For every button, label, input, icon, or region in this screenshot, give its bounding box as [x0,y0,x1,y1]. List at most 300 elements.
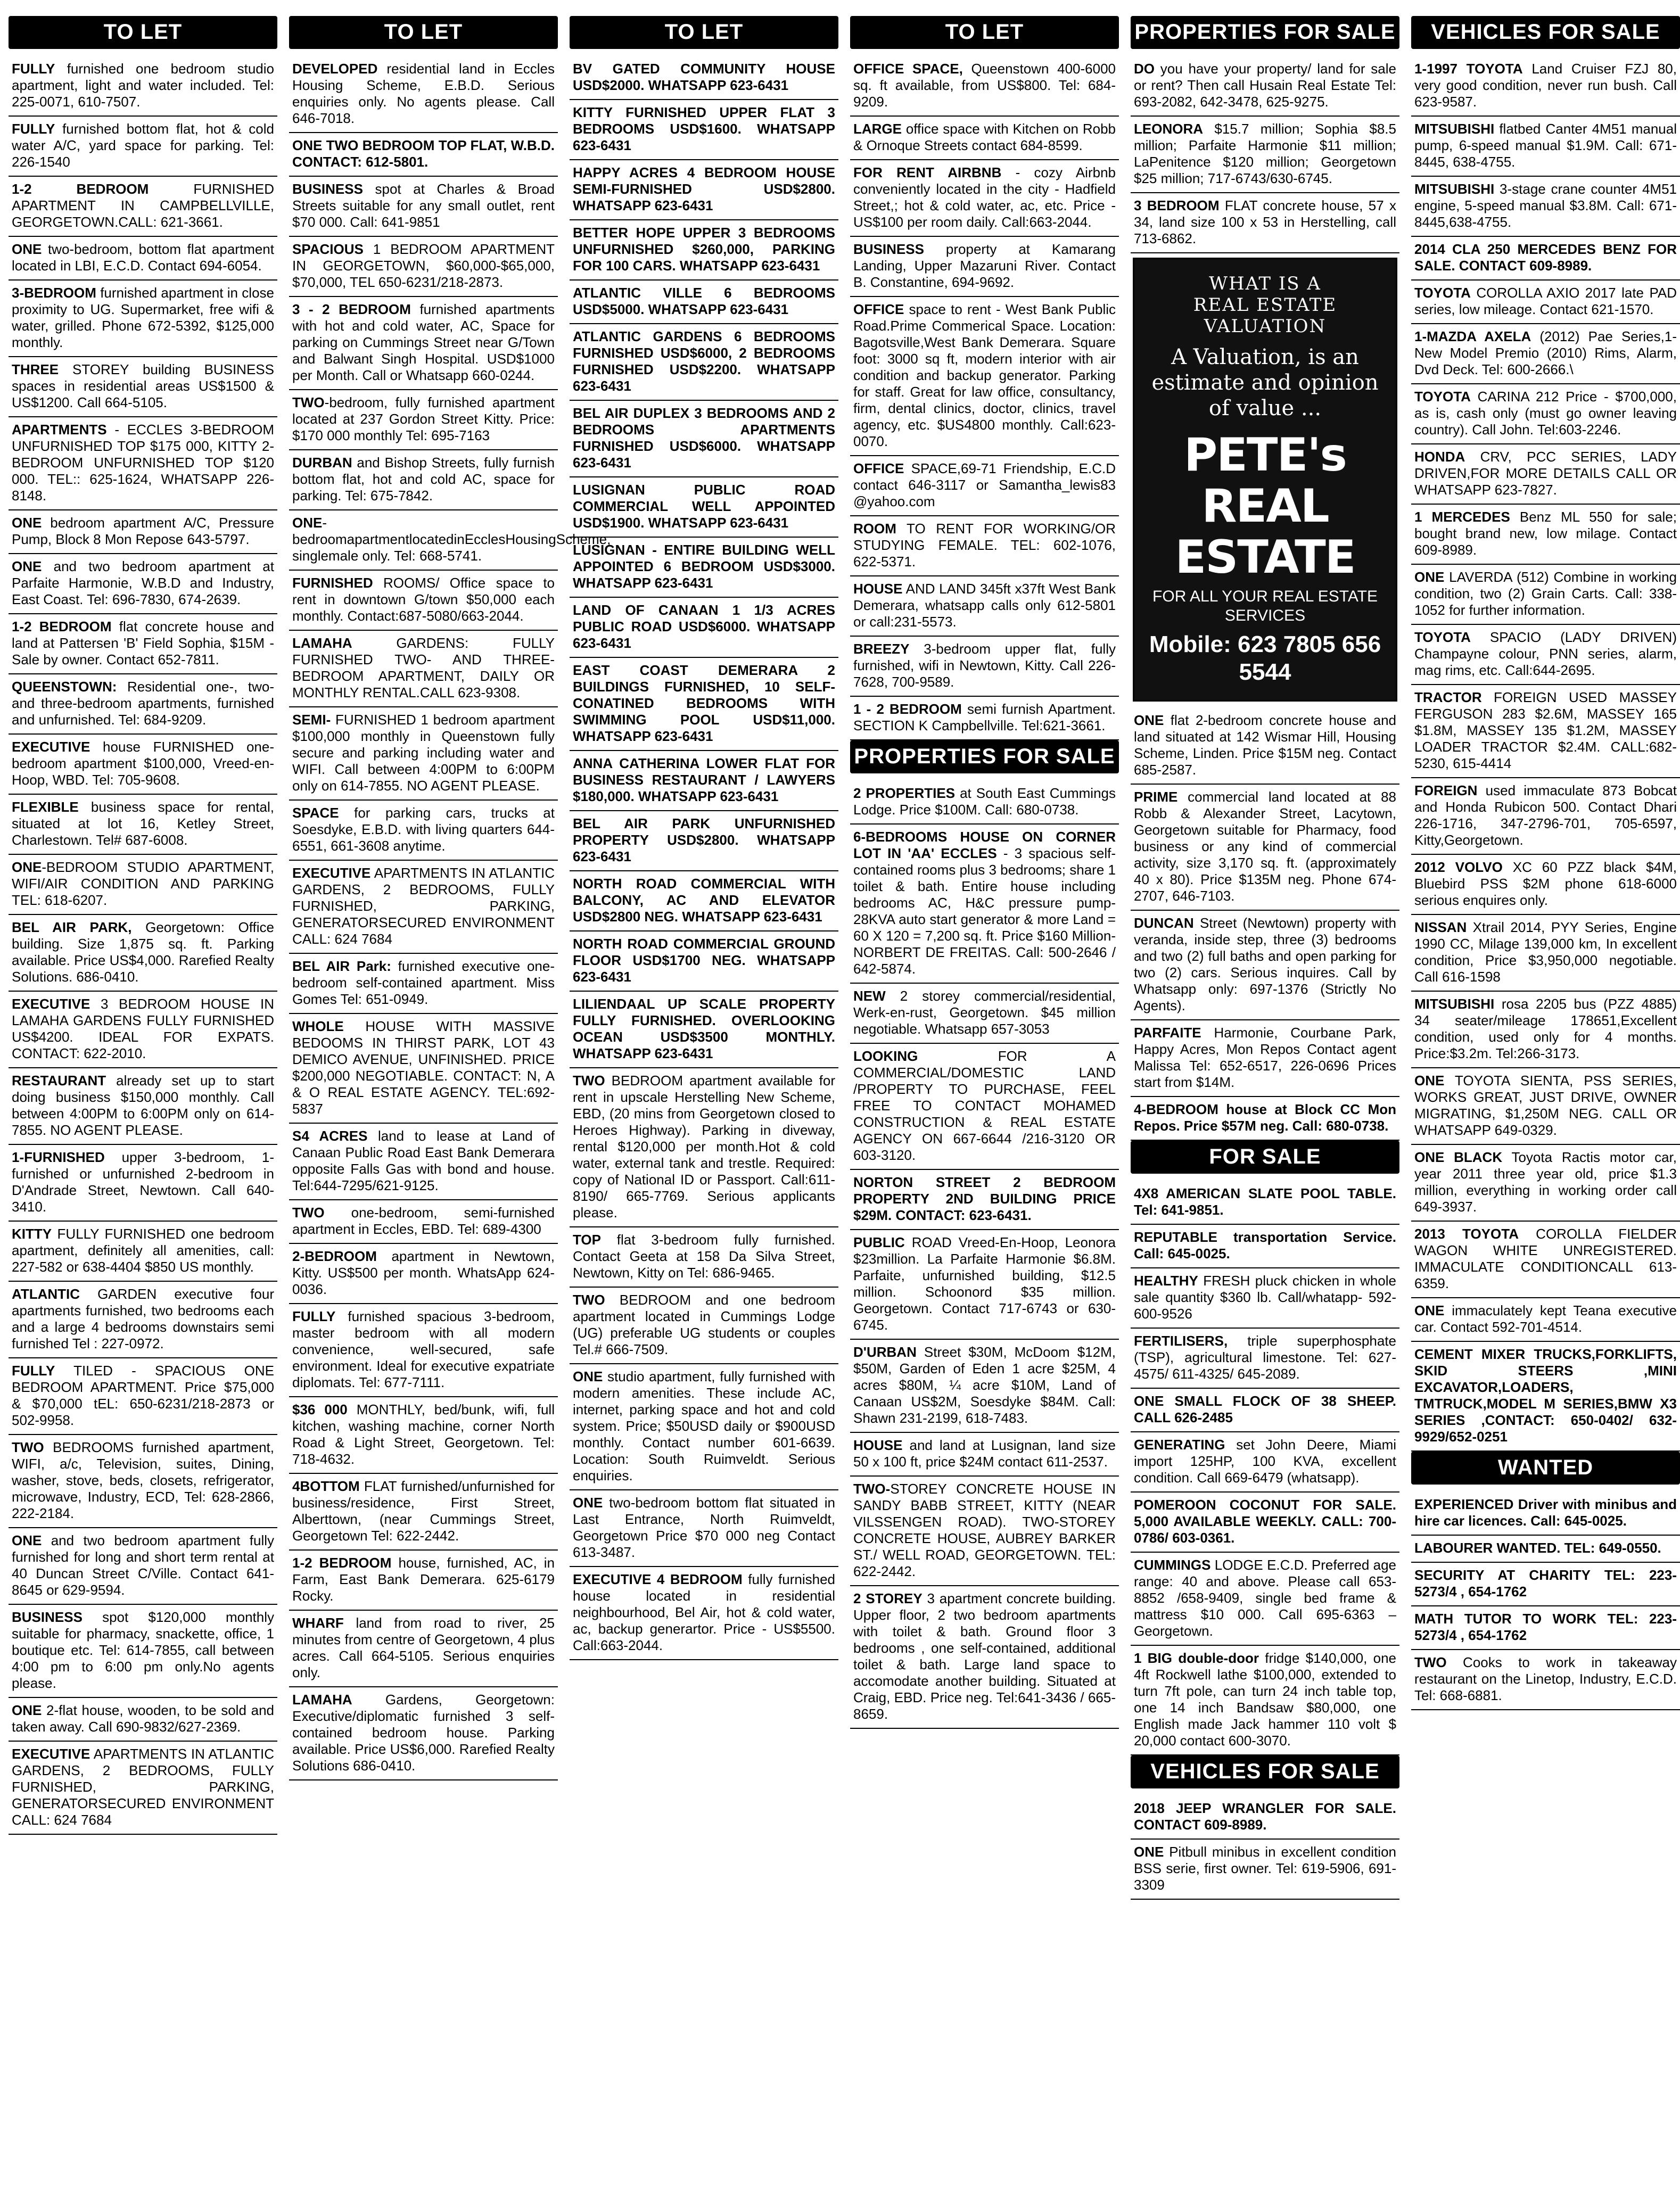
ad-lead: NISSAN [1414,919,1467,935]
classified-ad [1131,1329,1399,1389]
classified-ad [1131,1840,1399,1900]
ad-lead: PARFAITE [1134,1025,1201,1041]
ad-lead: ONE [1414,569,1445,585]
ad-lead: ONE [1414,1073,1445,1089]
classified-ad [9,1605,277,1698]
ad-text: FULLY FURNISHED one bedroom apartment, definitely all amenities, call: 227-582 or 638-4404 $850 US monthly. [12,1226,274,1275]
ad-lead: EXECUTIVE [12,1746,90,1762]
section-header: TO LET [9,16,277,49]
ad-text: BEDROOM apartment available for rent in upscale Herstelling New Scheme, EBD, (20 mins from Georgetown closed to Heroes Highway). Parking in diveway, rental $120,000 per month.Hot & cold water, external tank and trestle. Required: copy of National ID or Passport. Call:611-8190/ 665-7769. Serious applicants please. [573,1073,835,1221]
ad-lead: LILIENDAAL UP SCALE PROPERTY FULLY FURNISHED. OVERLOOKING OCEAN USD$3500 MONTHLY. WHATSAPP 623-6431 [573,996,835,1061]
ad-lead: NEW [853,988,886,1004]
ad-text: 3-bedroom upper flat, fully furnished, wifi in Newtown, Kitty. Call 226-7628, 700-9589. [853,641,1116,690]
classified-ad [570,1227,838,1288]
classified-ad [850,56,1119,117]
ad-lead: 4-BEDROOM house at Block CC Mon Repos. Price $57M neg. Call: 680-0738. [1134,1101,1396,1134]
ad-text: flatbed Canter 4M51 manual pump, 6-speed manual $1.9M. Call: 671-8445, 638-4755. [1414,121,1677,170]
banner-logo-text: PETE's REAL ESTATE [1175,428,1355,584]
ad-lead: KITTY [12,1226,52,1242]
classified-ad [289,801,558,861]
section-header: VEHICLES FOR SALE [1131,1755,1399,1788]
ad-text: house FURNISHED one-bedroom apartment $100,000, Vreed-en-Hoop, WBD. Tel: 705-9608. [12,739,274,788]
ad-text: land from road to river, 25 minutes from centre of Georgetown, 4 plus acres. Call 664-5105. Serious enquiries only. [292,1615,555,1680]
classified-ad [850,1170,1119,1230]
ad-lead: DUNCAN [1134,915,1194,931]
ad-text: flat concrete house and land at Pattersen 'B' Field Sophia, $15M - Sale by owner. Contact 652-7811. [12,619,274,667]
classified-ad [850,1433,1119,1477]
ad-lead: ONE [573,1495,603,1511]
classified-ad [9,1435,277,1528]
ad-text: FURNISHED 1 bedroom apartment $100,000 monthly in Queenstown fully secure and parking including water and WIFI. Call between 4:00PM to 6:00PM only on 614-7855. NO AGENT PLEASE. [292,712,555,794]
ad-text: rosa 2205 bus (PZZ 4885) 34 seater/mileage 178651,Excellent condition, used only for 4 months. Price:$3.2m. Tel:266-3173. [1414,996,1677,1061]
classified-ad [289,1551,558,1611]
classified-ad [1131,1097,1399,1141]
classified-ad [9,855,277,915]
ad-lead: 1-2 BEDROOM [12,619,112,634]
classified-ad [9,735,277,795]
ad-lead: ONE [12,1532,42,1548]
classified-ad [570,931,838,992]
ad-lead: LAND OF CANAAN 1 1/3 ACRES PUBLIC ROAD USD$6000. WHATSAPP 623-6431 [573,602,835,651]
classified-ad [9,674,277,735]
classified-ad [850,984,1119,1044]
ad-lead: ONE [573,1368,603,1384]
ad-lead: OFFICE SPACE, [853,61,963,77]
classified-ad [1131,911,1399,1020]
classified-ad [570,751,838,811]
ad-text: GARDENS: FULLY FURNISHED TWO- AND THREE-BEDROOM APARTMENT, DAILY OR MONTHLY RENTAL.CALL 623-9308. [292,635,555,700]
ad-lead: 2013 TOYOTA [1414,1226,1519,1242]
classified-ad [1411,1298,1680,1342]
ad-text: set John Deere, Miami import 125HP, 100 KVA, excellent condition. Call 669-6479 (whatsapp). [1134,1437,1396,1486]
classified-columns [9,16,1677,2193]
ad-lead: ONE [12,1702,42,1718]
ad-text: LODGE E.C.D. Preferred age range: 40 and above. Please call 653-8852 /658-9409, single bed frame & mattress $10 000. Call 695-6363 – Georgetown. [1134,1557,1396,1639]
classified-ad [1411,281,1680,324]
classified-ad [850,516,1119,576]
classified-ad [9,795,277,855]
classified-ad [570,992,838,1068]
ad-text: TOYOTA SIENTA, PSS SERIES, WORKS GREAT, JUST DRIVE, OWNER MIGRATING, $1,250M NEG. CALL OR WHATSAPP 649-0329. [1414,1073,1677,1138]
classified-ad [289,133,558,177]
ad-text: FLAT concrete house, 57 x 34, land size 100 x 53 in Herstelling, call 713-6862. [1134,197,1396,246]
ad-lead: MITSUBISHI [1414,996,1495,1012]
ad-text: - cozy Airbnb conveniently located in the city - Hadfield Street,; hot & cold water, ac, etc. Price - US$100 per room daily. Call:663-2044. [853,164,1116,230]
ad-lead: QUEENSTOWN: [12,679,117,695]
ad-lead: HOUSE [853,1437,903,1453]
ad-lead: FLEXIBLE [12,799,79,815]
classified-ad [1411,992,1680,1068]
ad-lead: TWO [573,1292,605,1308]
ad-lead: EXECUTIVE [12,996,90,1012]
classified-ad [570,56,838,100]
ad-text: studio apartment, fully furnished with modern amenities. These include AC, internet, parking space and hot and cold system. Price; $50USD daily or $900USD monthly. Contact number 601-6639. Location: South Ruimveldt. Serious enquiries. [573,1368,835,1483]
section-header: TO LET [289,16,558,49]
ad-lead: 6-BEDROOMS HOUSE ON CORNER LOT IN 'AA' ECCLES [853,829,1116,861]
classified-ad [1131,117,1399,193]
ad-text: and two bedroom apartment at Parfaite Harmonie, W.B.D and Industry, East Coast. Tel: 696-7830, 674-2639. [12,558,274,607]
classified-ad [1131,1553,1399,1646]
ad-text: Street $30M, McDoom $12M, $50M, Garden of Eden 1 acre $25M, 4 acres $80M, ¼ acre $10M, Land of Canaan US$2M, Soesdyke $84M. Call: Shawn 231-2199, 618-7483. [853,1344,1116,1426]
ad-lead: TWO [12,1439,44,1455]
ad-lead: HONDA [1414,449,1465,465]
classified-ad [850,1044,1119,1170]
ad-lead: 1 MERCEDES [1414,509,1510,525]
ad-lead: TWO [292,1205,325,1221]
classified-ad [289,631,558,707]
classified-ad [850,1340,1119,1433]
classified-ad [570,1490,838,1567]
ad-lead: 2-BEDROOM [292,1248,377,1264]
ad-lead: 1 BIG double-door [1134,1650,1259,1666]
ad-lead: 1 - 2 BEDROOM [853,701,962,717]
ad-text: land to lease at Land of Canaan Public Road East Bank Demerara opposite Falls Gas with bond and house. Tel:644-7295/621-9125. [292,1128,555,1193]
classified-ad [1131,56,1399,117]
ad-text: -bedroom, fully furnished apartment located at 237 Gordon Street Kitty. Price: $170 000 monthly Tel: 695-7163 [292,394,555,443]
ad-lead: BETTER HOPE UPPER 3 BEDROOMS UNFURNISHED $260,000, PARKING FOR 100 CARS. WHATSAPP 623-6431 [573,225,835,274]
ad-lead: D'URBAN [853,1344,917,1360]
ad-lead: ONE [12,859,42,875]
classified-ad [570,477,838,538]
ad-lead: ONE TWO BEDROOM TOP FLAT, W.B.D. CONTACT: 612-5801. [292,137,555,170]
classified-ad [1131,1268,1399,1329]
ad-lead: CEMENT MIXER TRUCKS,FORKLIFTS, SKID STEERS ,MINI EXCAVATOR,LOADERS, TMTRUCK,MODEL M SERIES,BMW X3 SERIES ,CONTACT: 650-0402/ 632-9929/652-0251 [1414,1346,1677,1445]
ad-text: TO RENT FOR WORKING/OR STUDYING FEMALE. TEL: 602-1076, 622-5371. [853,521,1116,570]
ad-lead: ONE [1414,1302,1445,1318]
ad-text: and two bedroom apartment fully furnished for long and short term rental at 40 Duncan Street C/Ville. Contact 641-8645 or 629-9594. [12,1532,274,1598]
ad-lead: ANNA CATHERINA LOWER FLAT FOR BUSINESS RESTAURANT / LAWYERS $180,000. WHATSAPP 623-6431 [573,755,835,804]
ad-text: you have your property/ land for sale or rent? Then call Husain Real Estate Tel: 693-2082, 642-3478, 625-9275. [1134,61,1396,110]
ad-lead: LUSIGNAN - ENTIRE BUILDING WELL APPOINTED 6 BEDROOM USD$3000. WHATSAPP 623-6431 [573,542,835,591]
ad-text: FOREIGN USED MASSEY FERGUSON 283 $2.6M, MASSEY 165 $1.8M, MASSEY 135 $1.2M, MASSEY LOADER TRACTOR $2.4M. CALL:682-5230, 615-4414 [1414,689,1677,771]
classified-ad [570,811,838,871]
classified-ad [1131,1432,1399,1493]
ad-text: MONTHLY, bed/bunk, wifi, full kitchen, washing machine, corner North Road & Light Street, Georgetown. Tel: 718-4632. [292,1401,555,1467]
classified-ad [1411,565,1680,625]
ad-text: bedroom apartment A/C, Pressure Pump, Block 8 Mon Repose 643-5797. [12,515,274,547]
classified-ad [570,220,838,281]
classified-ad [9,1358,277,1435]
ad-text: 2 storey commercial/residential, Werk-en-rust, Georgetown. $45 million negotiable. Whatsapp 657-3053 [853,988,1116,1037]
column-2 [289,16,611,2193]
ad-lead: NORTH ROAD COMMERCIAL GROUND FLOOR USD$1700 NEG. WHATSAPP 623-6431 [573,936,835,985]
ad-text: furnished spacious 3-bedroom, master bedroom with all modern convenience, well-secured, safe environment. Ideal for executive expatriate diplomats. Tel: 677-7111. [292,1308,555,1390]
ad-text: SPACE,69-71 Friendship, E.C.D contact 646-3117 or Samantha_lewis83 @yahoo.com [853,460,1116,509]
ad-text: spot at Charles & Broad Streets suitable for any small outlet, rent $70 000. Call: 641-9851 [292,181,555,230]
ad-text: 3-stage crane counter 4M51 engine, 5-speed manual $3.8M. Call: 671-8445,638-4755. [1414,181,1677,230]
ad-lead: 4X8 AMERICAN SLATE POOL TABLE. Tel: 641-9851. [1134,1185,1396,1218]
ad-lead: DO [1134,61,1155,77]
ad-text: office space with Kitchen on Robb & Ornoque Streets contact 684-8599. [853,121,1116,153]
ad-text: two-bedroom, bottom flat apartment located in LBI, E.C.D. Contact 694-6054. [12,241,274,274]
classified-ad [1411,177,1680,237]
ad-text: Land Cruiser FZJ 80, very good condition, never run bush. Call 623-9587. [1414,61,1677,110]
ad-lead: KITTY FURNISHED UPPER FLAT 3 BEDROOMS USD$1600. WHATSAPP 623-6431 [573,104,835,153]
ad-text: one-bedroom, semi-furnished apartment in Eccles, EBD. Tel: 689-4300 [292,1205,555,1237]
classified-ad [9,177,277,237]
section-header: VEHICLES FOR SALE [1411,16,1680,49]
ad-text: flat 3-bedroom fully furnished. Contact Geeta at 158 Da Silva Street, Newtown, Kitty on Tel: 686-9465. [573,1232,835,1281]
ad-text: ROOMS/ Office space to rent in downtown G/town $50,000 each monthly. Contact:687-5080/663-2044. [292,575,555,624]
ad-text: upper 3-bedroom, 1-furnished or unfurnished 2-bedroom in D'Andrade Street, Newtown. Call 640-3410. [12,1149,274,1215]
ad-lead: TOYOTA [1414,389,1471,405]
classified-ad [1411,384,1680,444]
ad-lead: FOREIGN [1414,782,1478,798]
ad-text: 2-flat house, wooden, to be sold and taken away. Call 690-9832/627-2369. [12,1702,274,1735]
real-estate-banner-ad [1133,258,1397,702]
classified-ad [9,1282,277,1358]
ad-lead: BUSINESS [12,1609,83,1625]
ad-lead: HEALTHY [1134,1273,1198,1289]
ad-lead: ONE BLACK [1414,1149,1503,1165]
ad-text: COROLLA AXIO 2017 late PAD series, low mileage. Contact 621-1570. [1414,285,1677,317]
ad-text: house, furnished, AC, in Farm, East Bank Demerara. 625-6179 Rocky. [292,1555,555,1604]
classified-ad [570,658,838,751]
ad-text: SPACIO (LADY DRIVEN) Champayne colour, PNN series, alarm, mag rims, etc. Call:644-2695. [1414,629,1677,678]
ad-lead: GENERATING [1134,1437,1225,1453]
classified-ad [289,571,558,631]
ad-lead: WHOLE [292,1018,344,1034]
classified-ad [1131,193,1399,253]
classified-ad [289,1611,558,1687]
ad-lead: PRIME [1134,789,1178,805]
ad-text: 3 BEDROOM HOUSE IN LAMAHA GARDENS FULLY FURNISHED US$4200. IDEAL FOR EXPATS. CONTACT: 622-2010. [12,996,274,1061]
classified-ad [289,177,558,237]
ad-lead: 2 PROPERTIES [853,785,956,801]
classified-ad [570,538,838,598]
ad-text: Cooks to work in takeaway restaurant on the Linetop, Industry, E.C.D. Tel: 668-6881. [1414,1654,1677,1703]
classified-ad [570,324,838,401]
ad-text: HOUSE WITH MASSIVE BEDOOMS IN THIRST PARK, LOT 43 DEMICO AVENUE, UNFINISHED. PRICE $200,000 NEGOTIABLE. CONTACT: N, A & O REAL ESTATE AGENCY. TEL:692-5837 [292,1018,555,1117]
classified-ad [289,297,558,390]
ad-text: and Bishop Streets, fully furnish bottom flat, hot and cold AC, space for parking. Tel: 675-7842. [292,455,555,504]
classified-ad [850,697,1119,740]
classified-ad [1131,708,1399,785]
banner-question-line: WHAT IS A [1209,273,1321,294]
classified-ad [850,825,1119,984]
ad-lead: THREE [12,361,59,377]
section-header: WANTED [1411,1452,1680,1485]
ad-text: ROAD Vreed-En-Hoop, Leonora $23million. La Parfaite Harmonie $6.8M. Parfaite, unfurnished building, $12.5 million. Schoonord $35 million. Georgetown. Contact 717-6743 or 630-6745. [853,1234,1116,1333]
ad-text: Toyota Ractis motor car, year 2011 three year old, price $1.3 million, everything in working order call 649-3937. [1414,1149,1677,1215]
ad-text: GARDEN executive four apartments furnished, two bedrooms each and a large 4 bedrooms downstairs semi furnished Tel : 227-0972. [12,1286,274,1351]
ad-text: Harmonie, Courbane Park, Happy Acres, Mon Repos Contact agent Malissa Tel: 652-6517, 226-0696 Prices start from $14M. [1134,1025,1396,1090]
ad-text: (2012) Pae Series,1- New Model Premio (2010) Rims, Alarm, Dvd Deck. Tel: 600-2666.\ [1414,328,1677,377]
ad-lead: TWO [573,1073,605,1089]
ad-lead: BEL AIR Park: [292,958,391,974]
ad-lead: BEL AIR PARK, [12,919,132,935]
ad-lead: TWO- [853,1481,891,1497]
ad-lead: SECURITY AT CHARITY TEL: 223-5273/4 , 654-1762 [1414,1567,1677,1600]
classified-ad [850,456,1119,516]
classified-ad [9,554,277,614]
ad-text: used immaculate 873 Bobcat and Honda Rubicon 500. Contact Dhari 226-1716, 347-2796-701, 705-6597, Kitty,Georgetown. [1414,782,1677,848]
classified-ad [289,1304,558,1397]
ad-lead: REPUTABLE transportation Service. Call: 645-0025. [1134,1229,1396,1262]
ad-text: TILED - SPACIOUS ONE BEDROOM APARTMENT. Price $75,000 & $70,000 tEL: 650-6231/218-2873 or 502-9958. [12,1363,274,1428]
classified-ad [1131,1225,1399,1268]
classified-ad [1411,1492,1680,1536]
ad-lead: $36 000 [292,1401,348,1417]
column-6 [1411,16,1680,2193]
classified-ad [9,1068,277,1145]
classified-ad [1411,324,1680,384]
classified-ad [850,781,1119,825]
classified-ad [570,401,838,477]
ad-text: - 3 spacious self-contained rooms plus 3 bedrooms; share 1 toilet & bath. Entire house including bedrooms AC, H&C pressure pump-28KVA auto start generator & more Land = 60 X 120 = 7,200 sq. ft. Price $160 Million- NORBERT DE FREITAS. Call: 500-2646 / 642-5874. [853,845,1116,977]
classified-ad [1411,1145,1680,1222]
ad-lead: TWO [292,394,325,410]
ad-lead: HOUSE [853,581,903,597]
ad-lead: 1-FURNISHED [12,1149,105,1165]
classified-ad [1131,1389,1399,1432]
classified-ad [289,954,558,1014]
classified-ad [570,598,838,658]
classified-ad [1411,237,1680,281]
ad-lead: 2014 CLA 250 MERCEDES BENZ FOR SALE. CONTACT 609-8989. [1414,241,1677,274]
ad-lead: BEL AIR PARK UNFURNISHED PROPERTY USD$2800. WHATSAPP 623-6431 [573,815,835,864]
classified-ad [850,576,1119,637]
classified-ad [1411,1342,1680,1452]
ad-text: semi furnish Apartment. SECTION K Campbellville. Tel:621-3661. [853,701,1116,733]
ad-text: Pitbull minibus in excellent condition BSS serie, first owner. Tel: 619-5906, 691-3309 [1134,1844,1396,1893]
classified-ad [289,390,558,450]
ad-text: COROLLA FIELDER WAGON WHITE UNREGISTERED. IMMACULATE CONDITIONCALL 613-6359. [1414,1226,1677,1291]
ad-text: FOR A COMMERCIAL/DOMESTIC LAND /PROPERTY TO PURCHASE, FEEL FREE TO CONTACT MOHAMED CONSTRUCTION & REAL ESTATE AGENCY ON 667-6644 /216-3120 OR 603-3120. [853,1048,1116,1163]
ad-lead: LEONORA [1134,121,1203,137]
classified-ad [9,56,277,117]
classified-ad [289,56,558,133]
classified-ad [9,281,277,357]
ad-lead: FULLY [12,61,55,77]
classified-ad [9,237,277,281]
ad-lead: MITSUBISHI [1414,181,1495,197]
ad-lead: 3 BEDROOM [1134,197,1220,213]
ad-lead: SPACIOUS [292,241,364,257]
ad-lead: LARGE [853,121,902,137]
ad-lead: RESTAURANT [12,1073,106,1089]
ad-text: apartment in Newtown, Kitty. US$500 per month. WhatsApp 624-0036. [292,1248,555,1297]
ad-text: -bedroomapartmentlocatedinEcclesHousingScheme, singlemale only. Tel: 668-5741. [292,515,611,564]
ad-lead: FERTILISERS, [1134,1333,1228,1349]
classified-ad [289,861,558,954]
classified-ad [850,1230,1119,1340]
ad-lead: PUBLIC [853,1234,905,1250]
ad-text: STOREY CONCRETE HOUSE IN SANDY BABB STREET, KITTY (NEAR VILSSENGEN ROAD). TWO-STOREY CONCRETE HOUSE, AUBREY BARKER ST./ WELL ROAD, GEORGETOWN. TEL: 622-2442. [853,1481,1116,1579]
section-header: TO LET [570,16,838,49]
ad-lead: S4 ACRES [292,1128,368,1144]
classified-ad [9,510,277,554]
ad-lead: LOOKING [853,1048,918,1064]
ad-text: -BEDROOM STUDIO APARTMENT, WIFI/AIR CONDITION AND PARKING TEL: 618-6207. [12,859,274,908]
ad-text: commercial land located at 88 Robb & Alexander Street, Lacytown, Georgetown suitable for Pharmacy, food business or any kind of commercial activity, size 3,170 sq. ft. (approximately 40 x 80). Price $135M neg. Phone 674-2707, 646-7103. [1134,789,1396,904]
ad-lead: POMEROON COCONUT FOR SALE. 5,000 AVAILABLE WEEKLY. CALL: 700-0786/ 603-0361. [1134,1497,1396,1546]
ad-lead: DURBAN [292,455,352,471]
ad-lead: 4BOTTOM [292,1478,360,1494]
ad-lead: BUSINESS [292,181,363,197]
classified-ad [1411,778,1680,855]
section-header: FOR SALE [1131,1141,1399,1174]
banner-question-line: VALUATION [1204,316,1327,337]
classified-ad [1411,625,1680,685]
classified-ad [1131,1796,1399,1840]
classified-ad [1411,1563,1680,1606]
ad-lead: NORTH ROAD COMMERCIAL WITH BALCONY, AC AND ELEVATOR USD$2800 NEG. WHATSAPP 623-6431 [573,876,835,925]
column-1 [9,16,277,2193]
ad-lead: ONE SMALL FLOCK OF 38 SHEEP. CALL 626-2485 [1134,1393,1396,1425]
ad-lead: EXECUTIVE [292,865,371,881]
classified-ad [570,1288,838,1364]
ad-text: CRV, PCC SERIES, LADY DRIVEN,FOR MORE DETAILS CALL OR WHATSAPP 623-7827. [1414,449,1677,498]
ad-text: - ECCLES 3-BEDROOM UNFURNISHED TOP $175 000, KITTY 2-BEDROOM UNFURNISHED TOP $120 000. TEL:: 625-1624, WHATSAPP 226-8148. [12,422,274,504]
ad-lead: ATLANTIC VILLE 6 BEDROOMS USD$5000. WHATSAPP 623-6431 [573,285,835,317]
classified-ad [289,1124,558,1200]
classified-ad [1131,1020,1399,1097]
classified-ad [850,237,1119,297]
ad-text: spot $120,000 monthly suitable for pharmacy, snackette, office, 1 boutique etc. Tel: 614-7855, call between 4:00 pm to 6:00 pm only.No agents please. [12,1609,274,1691]
classified-ad [1411,117,1680,177]
ad-text: BEDROOM and one bedroom apartment located in Cummings Lodge (UG) preferable UG students or couples Tel.# 666-7509. [573,1292,835,1357]
ad-lead: ONE [292,515,323,531]
column-4 [850,16,1119,2193]
classified-ad [570,1364,838,1490]
classified-ad [850,297,1119,456]
classified-ad [570,281,838,324]
classified-ad [570,1068,838,1227]
ad-text: fully furnished house located in residential neighbourhood, Bel Air, hot & cold water, ac, backup generartor. Price - US$5500. Call:663-2044. [573,1571,835,1653]
ad-text: Xtrail 2014, PYY Series, Engine 1990 CC, Milage 139,000 km, In excellent condition, Price $3,950,000 negotiable. Call 616-1598 [1414,919,1677,985]
ad-text: for parking cars, trucks at Soesdyke, E.B.D. with living quarters 644-6551, 661-3608 anytime. [292,805,555,854]
classified-ad [850,117,1119,160]
ad-lead: TOP [573,1232,601,1248]
classified-ad [1411,1536,1680,1563]
ad-lead: LAMAHA [292,1692,352,1708]
classified-ad [9,417,277,510]
ad-text: fridge $140,000, one 4ft Rockwell lathe $100,000, extended to turn 7ft pole, can turn 24 inch table top, one 14 inch Bandsaw $80,000, one English made Jack hammer 110 volt $ 20,000 contact 600-3070. [1134,1650,1396,1749]
classified-ad [9,1742,277,1835]
classified-ad [9,1528,277,1605]
ad-lead: WHARF [292,1615,344,1631]
classified-ad [1131,1181,1399,1225]
ad-lead: ONE [12,558,42,574]
ad-lead: HAPPY ACRES 4 BEDROOM HOUSE SEMI-FURNISHED USD$2800. WHATSAPP 623-6431 [573,164,835,213]
ad-text: immaculately kept Teana executive car. Contact 592-701-4514. [1414,1302,1677,1335]
ad-text: CARINA 212 Price - $700,000, as is, cash only (must go owner leaving country). Call John. Tel:603-2246. [1414,389,1677,438]
ad-lead: ONE [1134,712,1164,728]
ad-text: two-bedroom bottom flat situated in Last Entrance, North Ruimveldt, Georgetown Price $70 000 neg Contact 613-3487. [573,1495,835,1560]
ad-lead: SEMI- [292,712,331,728]
ad-text: space to rent - West Bank Public Road.Prime Commerical Space. Location: Bagotsville,West Bank Demerara. Square foot: 3000 sq ft, modern interior with air condition and backup generator. Parking for staff. Great for law office, consultancy, firm, dental clinics, doctor, clinics, travel agency, etc. $US4800 monthly. Call:623-0070. [853,301,1116,449]
ad-text: STOREY building BUSINESS spaces in residential areas US$1500 & US$1200. Call 664-5105. [12,361,274,410]
classified-ad [9,915,277,992]
classified-ad [289,450,558,510]
ad-lead: NORTON STREET 2 BEDROOM PROPERTY 2ND BUILDING PRICE $29M. CONTACT: 623-6431. [853,1174,1116,1223]
ad-lead: FOR RENT AIRBNB [853,164,1002,180]
ad-lead: EXECUTIVE 4 BEDROOM [573,1571,743,1587]
classified-ad [289,1200,558,1244]
classified-ad [1411,1650,1680,1710]
ad-lead: TOYOTA [1414,629,1471,645]
ad-lead: 2 STOREY [853,1590,923,1606]
ad-lead: 1-1997 TOYOTA [1414,61,1523,77]
ad-text: residential land in Eccles Housing Scheme, E.B.D. Serious enquiries only. No agents please. Call 646-7018. [292,61,555,126]
section-header: PROPERTIES FOR SALE [850,740,1119,773]
ad-text: furnished apartments with hot and cold water, AC, Space for parking on Cummings Street near G/Town and Balwant Singh Hospital. USD$1000 per Month. Call or Whatsapp 660-0244. [292,301,555,383]
ad-lead: ONE [12,515,42,531]
classified-ad [289,510,611,571]
ad-lead: 1-2 BEDROOM [12,181,149,197]
ad-text: furnished apartment in close proximity to UG. Supermarket, free wifi & water, grilled. Phone 672-5392, $125,000 monthly. [12,285,274,350]
